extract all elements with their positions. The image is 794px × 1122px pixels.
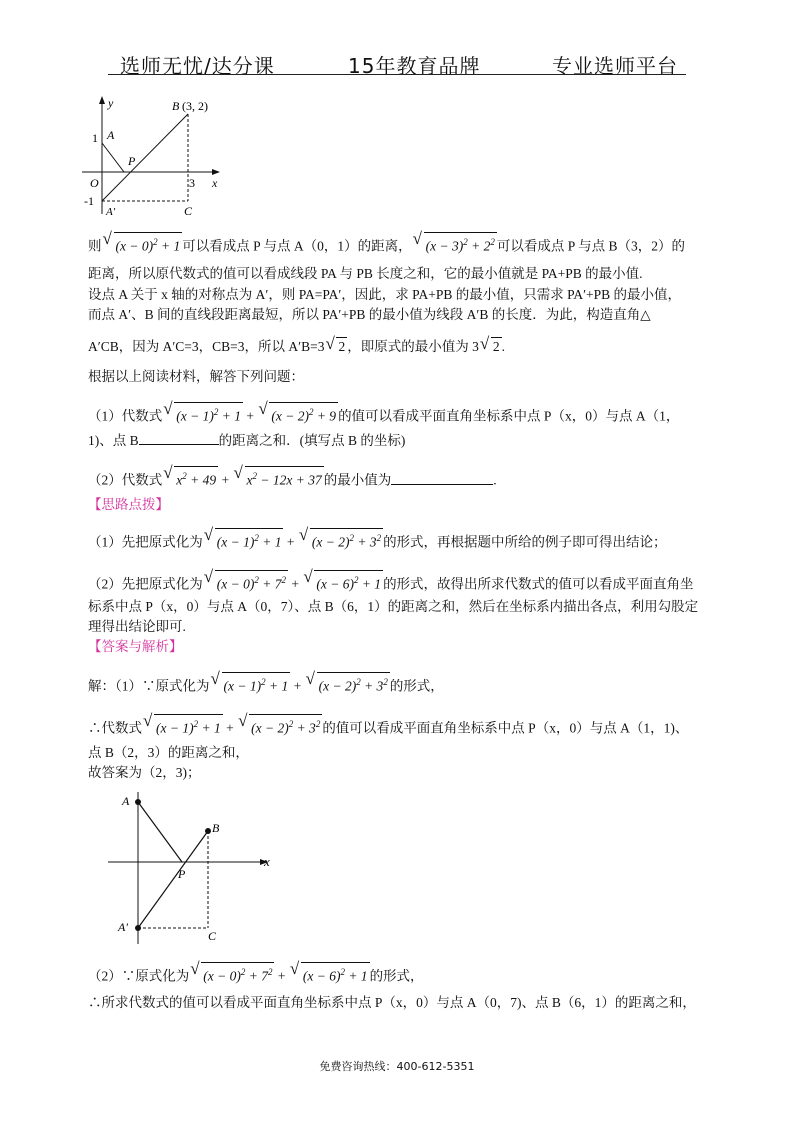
header-right: 专业选师平台: [552, 54, 678, 78]
fig1-P-label: P: [128, 154, 136, 168]
fig1-O-label: O: [90, 176, 99, 190]
fig1-x-label: x: [212, 176, 218, 190]
fig1-B-coord: (3, 2): [182, 99, 208, 113]
question-2: （2）代数式√ $x^2 + 49$ + √ $x^2 - 12x + 37$ 的最小值为 .: [88, 466, 497, 490]
footer-hotline: 免费咨询热线：400-612-5351: [319, 1060, 475, 1073]
fig1-Aprime-label: A′: [106, 206, 116, 218]
sqrt-expr-a: √ $(x - 0)^2 + 1$: [114, 232, 183, 256]
text-l1-mid: 可以看成点 P 与点 A（0，1）的距离，: [182, 238, 412, 254]
h2-sqrt-1: √ $(x - 0)^2 + 7^2$: [215, 570, 288, 594]
s1-sqrt-1: √ $(x - 1)^2 + 1$: [222, 672, 291, 696]
s1-sqrt-2: √ $(x - 2)^2 + 3^2$: [317, 672, 390, 696]
s2-sqrt-1: √ $(x - 1)^2 + 1$: [154, 714, 223, 738]
solution-line-5: （2）∵原式化为√ $(x - 0)^2 + 7^2$ + √ $(x - 6)^2 + 1$ 的形式，: [88, 962, 424, 986]
fig1-neg1-tick: -1: [84, 194, 94, 208]
fig1-B-label: B: [172, 99, 180, 113]
question-1: （1）代数式√ $(x - 1)^2 + 1$ + √ $(x - 2)^2 + 9$ 的值可以看成平面直角坐标系中点 P（x，0）与点 A（1，: [88, 402, 679, 426]
fig2-B-label: B: [212, 821, 220, 835]
hint-line-2: （2）先把原式化为√ $(x - 0)^2 + 7^2$ + √ $(x - 6)^2 + 1$ 的形式，故得出所求代数式的值可以看成平面直角坐: [88, 570, 694, 594]
hint-line-1: （1）先把原式化为√ $(x - 1)^2 + 1$ + √ $(x - 2)^2 + 3^2$ 的形式，再根据题中所给的例子即可得出结论；: [88, 528, 667, 552]
text-line-5: A′CB，因为 A′C=3，CB=3，所以 A′B=3√ 2 ，即原式的最小值为 3√ 2 .: [88, 337, 505, 356]
s2-sqrt-2: √ $(x - 2)^2 + 3^2$: [249, 714, 322, 738]
s5-sqrt-2: √ $(x - 6)^2 + 1$: [301, 962, 370, 986]
solution-line-4: 故答案为（2，3)；: [88, 765, 201, 780]
h2-sqrt-2: √ $(x - 6)^2 + 1$: [314, 570, 383, 594]
figure-2-coordinate-diagram: [104, 788, 284, 948]
h1-sqrt-1: √ $(x - 1)^2 + 1$: [215, 528, 284, 552]
text-line-4: 而点 A′、B 间的直线段距离最短，所以 PA′+PB 的最小值为线段 A′B 的长度．为此，构造直角△: [88, 307, 651, 322]
fig1-C-label: C: [184, 204, 193, 218]
figure-1-coordinate-diagram: [78, 92, 228, 218]
tag-hint: 【思路点拨】: [88, 497, 169, 512]
text-then: 则: [88, 238, 102, 254]
text-line-6: 根据以上阅读材料，解答下列问题：: [88, 369, 304, 384]
text-l1-post: 可以看成点 P 与点 B（3，2）的: [496, 238, 685, 254]
fig2-A-label: A: [122, 794, 130, 808]
answer-blank-2[interactable]: [391, 484, 493, 485]
text-line-1: [88, 232, 685, 256]
header-rule: [108, 74, 686, 75]
q1-sqrt-2: √ $(x - 2)^2 + 9$: [269, 402, 338, 426]
solution-line-1: 解：（1）∵原式化为√ $(x - 1)^2 + 1$ + √ $(x - 2)^2 + 3^2$ 的形式，: [88, 672, 444, 696]
fig1-y-label: y: [108, 96, 114, 110]
question-1-line-2: 1)、点 B 的距离之和．(填写点 B 的坐标): [88, 433, 406, 448]
page-header: [0, 46, 794, 76]
solution-line-6: ∴所求代数式的值可以看成平面直角坐标系中点 P（x，0）与点 A（0，7)、点 B（6，1）的距离之和，: [88, 995, 696, 1010]
answer-blank-1[interactable]: [139, 444, 219, 445]
hint-line-3: 标系中点 P（x，0）与点 A（0，7）、点 B（6，1）的距离之和，然后在坐标系内描出各点，利用勾股定: [88, 599, 699, 614]
sqrt-two-a: √ 2: [336, 337, 347, 356]
fig2-C-label: C: [208, 929, 217, 943]
s5-sqrt-1: √ $(x - 0)^2 + 7^2$: [201, 962, 274, 986]
h1-sqrt-2: √ $(x - 2)^2 + 3^2$: [310, 528, 383, 552]
q1-sqrt-1: √ $(x - 1)^2 + 1$: [174, 402, 243, 426]
fig1-A-label: A: [107, 128, 115, 142]
header-center: 15年教育品牌: [348, 54, 481, 78]
fig1-one-tick: 1: [92, 131, 98, 145]
header-left: 选师无忧/达分课: [120, 54, 275, 78]
fig1-three-tick: 3: [189, 176, 195, 190]
fig2-P-label: P: [178, 867, 186, 881]
fig2-Aprime-label: A′: [118, 920, 128, 934]
sqrt-expr-b: √ $(x - 3)^2 + 2^2$: [424, 232, 497, 256]
sqrt-two-b: √ 2: [491, 337, 502, 356]
q2-sqrt-1: √ $x^2 + 49$: [174, 466, 218, 490]
fig2-x-label: x: [264, 854, 270, 869]
text-line-3: 设点 A 关于 x 轴的对称点为 A′，则 PA=PA′，因此，求 PA+PB 的最小值，只需求 PA′+PB 的最小值，: [88, 287, 682, 302]
solution-line-2: ∴代数式√ $(x - 1)^2 + 1$ + √ $(x - 2)^2 + 3^2$ 的值可以看成平面直角坐标系中点 P（x，0）与点 A（1，1)、: [88, 714, 688, 738]
tag-answer: 【答案与解析】: [88, 639, 183, 654]
hint-line-4: 理得出结论即可.: [88, 619, 186, 634]
text-line-2: 距离，所以原代数式的值可以看成线段 PA 与 PB 长度之和，它的最小值就是 PA+PB 的最小值.: [88, 266, 643, 281]
solution-line-3: 点 B（2，3）的距离之和，: [88, 745, 249, 760]
q2-sqrt-2: √ $x^2 - 12x + 37$: [245, 466, 324, 490]
